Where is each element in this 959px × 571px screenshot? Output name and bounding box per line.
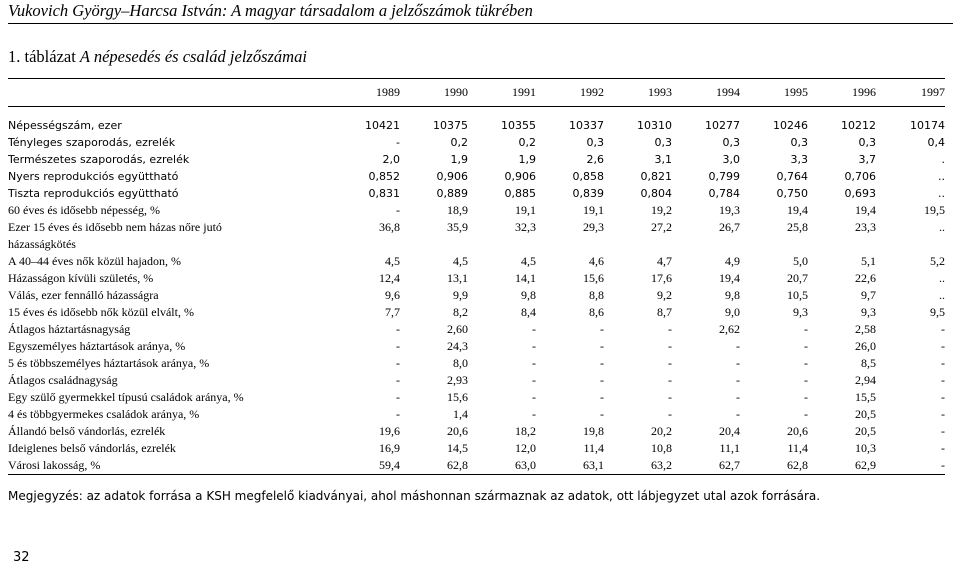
table-cell: 0,764: [776, 170, 808, 183]
table-cell: -: [532, 390, 536, 404]
table-cell: 2,0: [382, 153, 400, 166]
table-cell: 9,8: [521, 288, 536, 302]
table-cell: 0,750: [776, 187, 808, 200]
table-cell: 12,0: [515, 441, 536, 455]
table-row: [8, 338, 945, 355]
table-cell: 63,0: [515, 458, 536, 472]
table-row: [8, 457, 945, 474]
table-cell: 8,6: [589, 305, 604, 319]
table-cell: 27,2: [651, 220, 672, 234]
table-cell: 10421: [365, 119, 400, 132]
table-cell: 29,3: [583, 220, 604, 234]
table-cell: 9,9: [453, 288, 468, 302]
table-cell: ..: [938, 170, 945, 183]
table-cell: 25,8: [787, 220, 808, 234]
table-cell: 0,3: [654, 136, 672, 149]
table-cell: 19,4: [787, 203, 808, 217]
table-cell: 0,831: [368, 187, 400, 200]
table-cell: [672, 236, 740, 253]
table-cell: 0,4: [927, 136, 945, 149]
indicators-table: [8, 117, 945, 474]
year-header: 1994: [716, 85, 740, 99]
table-cell: 4,5: [521, 254, 536, 268]
table-cell: 11,4: [583, 441, 604, 455]
row-label: Állandó belső vándorlás, ezrelék: [8, 424, 166, 438]
table-cell: 24,3: [447, 339, 468, 353]
table-cell: 0,839: [572, 187, 604, 200]
table-cell: -: [396, 407, 400, 421]
table-cell: 19,5: [924, 203, 945, 217]
row-label: Átlagos háztartásnagyság: [8, 322, 131, 336]
table-cell: 20,5: [855, 407, 876, 421]
table-cell: 13,1: [447, 271, 468, 285]
table-cell: 15,6: [447, 390, 468, 404]
table-cell: 2,58: [855, 322, 876, 336]
table-cell: -: [804, 407, 808, 421]
table-cell: -: [941, 407, 945, 421]
table-cell: -: [668, 407, 672, 421]
table-cell: -: [668, 356, 672, 370]
table-cell: -: [941, 339, 945, 353]
table-caption: A népesedés és család jelzőszámai: [79, 47, 307, 66]
table-cell: -: [736, 339, 740, 353]
year-header: 1993: [648, 85, 672, 99]
table-cell: 15,6: [583, 271, 604, 285]
table-cell: 14,1: [515, 271, 536, 285]
year-header: 1997: [921, 85, 945, 99]
table-cell: 3,7: [858, 153, 876, 166]
table-cell: 14,5: [447, 441, 468, 455]
table-cell: 9,6: [385, 288, 400, 302]
table-row: [8, 168, 945, 185]
table-cell: 19,4: [855, 203, 876, 217]
table-cell: 5,2: [930, 254, 945, 268]
table-cell: 10,5: [787, 288, 808, 302]
table-cell: 20,5: [855, 424, 876, 438]
table-cell: 9,8: [725, 288, 740, 302]
year-header: 1995: [784, 85, 808, 99]
table-cell: -: [532, 356, 536, 370]
row-label: Egyszemélyes háztartások aránya, %: [8, 339, 186, 353]
row-label: Átlagos családnagyság: [8, 373, 118, 387]
table-cell: -: [532, 339, 536, 353]
table-cell: 8,8: [589, 288, 604, 302]
table-cell: 62,7: [719, 458, 740, 472]
table-cell: -: [600, 390, 604, 404]
table-cell: 62,8: [787, 458, 808, 472]
table-cell: 9,5: [930, 305, 945, 319]
table-cell: -: [396, 322, 400, 336]
table-cell: 2,60: [447, 322, 468, 336]
table-row: [8, 202, 945, 219]
table-cell: 10,8: [651, 441, 672, 455]
table-cell: -: [600, 407, 604, 421]
row-label: Egy szülő gyermekkel típusú családok aránya, %: [8, 390, 244, 404]
table-cell: .: [941, 153, 945, 166]
table-row: [8, 134, 945, 151]
table-cell: 0,3: [722, 136, 740, 149]
table-cell: 10355: [501, 119, 536, 132]
table-cell: 19,3: [719, 203, 740, 217]
table-cell: 0,799: [708, 170, 740, 183]
table-cell: [318, 236, 400, 253]
table-top-rule: [8, 78, 945, 79]
table-cell: 36,8: [379, 220, 400, 234]
table-cell: 10246: [773, 119, 808, 132]
table-cell: -: [600, 339, 604, 353]
table-cell: -: [804, 339, 808, 353]
table-cell: 9,2: [657, 288, 672, 302]
table-cell: 0,852: [368, 170, 400, 183]
table-cell: 10375: [433, 119, 468, 132]
table-cell: -: [941, 390, 945, 404]
table-row: [8, 287, 945, 304]
table-row: [8, 270, 945, 287]
table-cell: 18,9: [447, 203, 468, 217]
table-cell: -: [600, 373, 604, 387]
row-label: Tényleges szaporodás, ezrelék: [8, 136, 176, 149]
table-cell: -: [941, 441, 945, 455]
table-cell: -: [668, 373, 672, 387]
table-cell: 0,3: [790, 136, 808, 149]
table-cell: ..: [939, 271, 945, 285]
table-row: [8, 219, 945, 236]
table-cell: 7,7: [385, 305, 400, 319]
table-cell: -: [941, 424, 945, 438]
table-cell: 10212: [841, 119, 876, 132]
table-cell: 0,804: [640, 187, 672, 200]
table-cell: 9,3: [793, 305, 808, 319]
year-header-row: [8, 84, 945, 101]
table-row: [8, 253, 945, 270]
table-cell: 8,4: [521, 305, 536, 319]
table-cell: 19,1: [583, 203, 604, 217]
table-cell: 0,885: [504, 187, 536, 200]
table-cell: 20,2: [651, 424, 672, 438]
table-cell: 0,2: [518, 136, 536, 149]
table-cell: 9,0: [725, 305, 740, 319]
table-cell: ..: [939, 220, 945, 234]
table-cell: -: [668, 322, 672, 336]
table-cell: 5,1: [861, 254, 876, 268]
row-label: Ezer 15 éves és idősebb nem házas nőre jutó: [8, 220, 222, 234]
table-cell: 2,6: [586, 153, 604, 166]
table-cell: 1,9: [450, 153, 468, 166]
table-cell: 4,9: [725, 254, 740, 268]
table-cell: -: [941, 373, 945, 387]
table-cell: -: [396, 373, 400, 387]
table-cell: 19,6: [379, 424, 400, 438]
table-number: 1. táblázat: [8, 47, 76, 66]
table-cell: 9,3: [861, 305, 876, 319]
table-cell: 0,821: [640, 170, 672, 183]
table-row: [8, 406, 945, 423]
table-row: [8, 304, 945, 321]
table-cell: -: [532, 373, 536, 387]
table-cell: 10,3: [855, 441, 876, 455]
table-cell: 11,4: [787, 441, 808, 455]
table-cell: 8,2: [453, 305, 468, 319]
year-header-blank: [8, 84, 318, 101]
year-header: 1990: [444, 85, 468, 99]
table-cell: 2,62: [719, 322, 740, 336]
table-row: [8, 321, 945, 338]
table-bottom-rule: [8, 474, 945, 475]
row-label: házasságkötés: [8, 237, 76, 251]
row-label: Ideiglenes belső vándorlás, ezrelék: [8, 441, 176, 455]
table-cell: 0,693: [844, 187, 876, 200]
table-cell: 15,5: [855, 390, 876, 404]
table-cell: [468, 236, 536, 253]
table-cell: -: [600, 322, 604, 336]
table-cell: 3,1: [654, 153, 672, 166]
table-cell: 32,3: [515, 220, 536, 234]
table-cell: 11,1: [719, 441, 740, 455]
table-row: [8, 355, 945, 372]
table-row: [8, 236, 945, 253]
row-label: Nyers reprodukciós együttható: [8, 170, 179, 183]
table-cell: -: [736, 390, 740, 404]
table-cell: [400, 236, 468, 253]
table-cell: 20,4: [719, 424, 740, 438]
table-cell: [740, 236, 808, 253]
table-cell: 12,4: [379, 271, 400, 285]
table-cell: 16,9: [379, 441, 400, 455]
table-cell: 0,3: [858, 136, 876, 149]
table-cell: 1,4: [453, 407, 468, 421]
table-cell: 59,4: [379, 458, 400, 472]
table-cell: 17,6: [651, 271, 672, 285]
row-label: Válás, ezer fennálló házasságra: [8, 288, 159, 302]
table-cell: -: [736, 356, 740, 370]
table-cell: [808, 236, 876, 253]
year-header: 1991: [512, 85, 536, 99]
table-row: [8, 151, 945, 168]
table-cell: 0,784: [708, 187, 740, 200]
table-cell: 5,0: [793, 254, 808, 268]
row-label: 15 éves és idősebb nők közül elvált, %: [8, 305, 194, 319]
table-cell: 0,906: [504, 170, 536, 183]
table-cell: -: [941, 322, 945, 336]
table-cell: -: [396, 339, 400, 353]
source-note: Megjegyzés: az adatok forrása a KSH megfelelő kiadványai, ahol máshonnan származnak az adatok, ott lábjegyzet utal azok forrására.: [8, 489, 821, 503]
table-cell: 8,7: [657, 305, 672, 319]
table-row: [8, 185, 945, 202]
table-cell: -: [532, 322, 536, 336]
table-cell: 10310: [637, 119, 672, 132]
table-cell: -: [600, 356, 604, 370]
table-cell: [604, 236, 672, 253]
table-cell: 3,3: [790, 153, 808, 166]
table-row: [8, 440, 945, 457]
table-cell: 4,5: [385, 254, 400, 268]
table-cell: 26,0: [855, 339, 876, 353]
row-label: Természetes szaporodás, ezrelék: [8, 153, 190, 166]
table-cell: 26,7: [719, 220, 740, 234]
table-cell: 62,8: [447, 458, 468, 472]
page-number: 32: [13, 550, 30, 565]
table-title: [8, 47, 307, 67]
table-cell: 19,4: [719, 271, 740, 285]
row-label: 5 és többszemélyes háztartások aránya, %: [8, 356, 210, 370]
table-cell: 4,5: [453, 254, 468, 268]
table-cell: -: [941, 356, 945, 370]
table-cell: -: [804, 390, 808, 404]
table-cell: 19,1: [515, 203, 536, 217]
table-cell: 20,6: [447, 424, 468, 438]
table-cell: 0,889: [436, 187, 468, 200]
table-cell: 18,2: [515, 424, 536, 438]
table-cell: 22,6: [855, 271, 876, 285]
table-cell: -: [668, 339, 672, 353]
table-cell: 63,2: [651, 458, 672, 472]
table-cell: 19,8: [583, 424, 604, 438]
row-label: Városi lakosság, %: [8, 458, 101, 472]
table-cell: 0,3: [586, 136, 604, 149]
table-cell: -: [396, 356, 400, 370]
table-cell: 23,3: [855, 220, 876, 234]
row-label: 60 éves és idősebb népesség, %: [8, 203, 160, 217]
row-label: Népességszám, ezer: [8, 119, 122, 132]
table-cell: [536, 236, 604, 253]
table-cell: 63,1: [583, 458, 604, 472]
table-cell: 1,9: [518, 153, 536, 166]
header-bottom-rule: [8, 106, 945, 107]
table-cell: 4,6: [589, 254, 604, 268]
row-label: 4 és többgyermekes családok aránya, %: [8, 407, 200, 421]
table-cell: 0,906: [436, 170, 468, 183]
table-cell: 10337: [569, 119, 604, 132]
table-cell: -: [736, 373, 740, 387]
year-header: 1996: [852, 85, 876, 99]
table-cell: ..: [938, 187, 945, 200]
table-row: [8, 372, 945, 389]
table-cell: 8,5: [861, 356, 876, 370]
table-cell: -: [804, 373, 808, 387]
table-cell: -: [941, 458, 945, 472]
table-cell: -: [396, 390, 400, 404]
table-cell: 8,0: [453, 356, 468, 370]
table-cell: [876, 236, 945, 253]
table-cell: -: [532, 407, 536, 421]
table-cell: 4,7: [657, 254, 672, 268]
table-cell: -: [804, 322, 808, 336]
table-cell: 9,7: [861, 288, 876, 302]
table-cell: 20,7: [787, 271, 808, 285]
table-cell: -: [804, 356, 808, 370]
table-cell: 35,9: [447, 220, 468, 234]
table-cell: 3,0: [722, 153, 740, 166]
table-cell: 2,93: [447, 373, 468, 387]
table-cell: 10174: [910, 119, 945, 132]
table-cell: -: [396, 203, 400, 217]
table-cell: 0,2: [450, 136, 468, 149]
year-header: 1989: [376, 85, 400, 99]
table-cell: 2,94: [855, 373, 876, 387]
table-row: [8, 117, 945, 134]
table-cell: -: [396, 136, 400, 149]
table-cell: 0,706: [844, 170, 876, 183]
table-cell: 19,2: [651, 203, 672, 217]
table-cell: ..: [939, 288, 945, 302]
table-cell: -: [668, 390, 672, 404]
table-cell: 0,858: [572, 170, 604, 183]
row-label: A 40–44 éves nők közül hajadon, %: [8, 254, 181, 268]
page-header: Vukovich György–Harcsa István: A magyar társadalom a jelzőszámok tükrében: [8, 1, 953, 24]
table-row: [8, 423, 945, 440]
year-header: 1992: [580, 85, 604, 99]
table-cell: -: [736, 407, 740, 421]
table-cell: 20,6: [787, 424, 808, 438]
table-cell: 10277: [705, 119, 740, 132]
table-row: [8, 389, 945, 406]
row-label: Tiszta reprodukciós együttható: [8, 187, 179, 200]
row-label: Házasságon kívüli születés, %: [8, 271, 154, 285]
table-cell: 62,9: [855, 458, 876, 472]
